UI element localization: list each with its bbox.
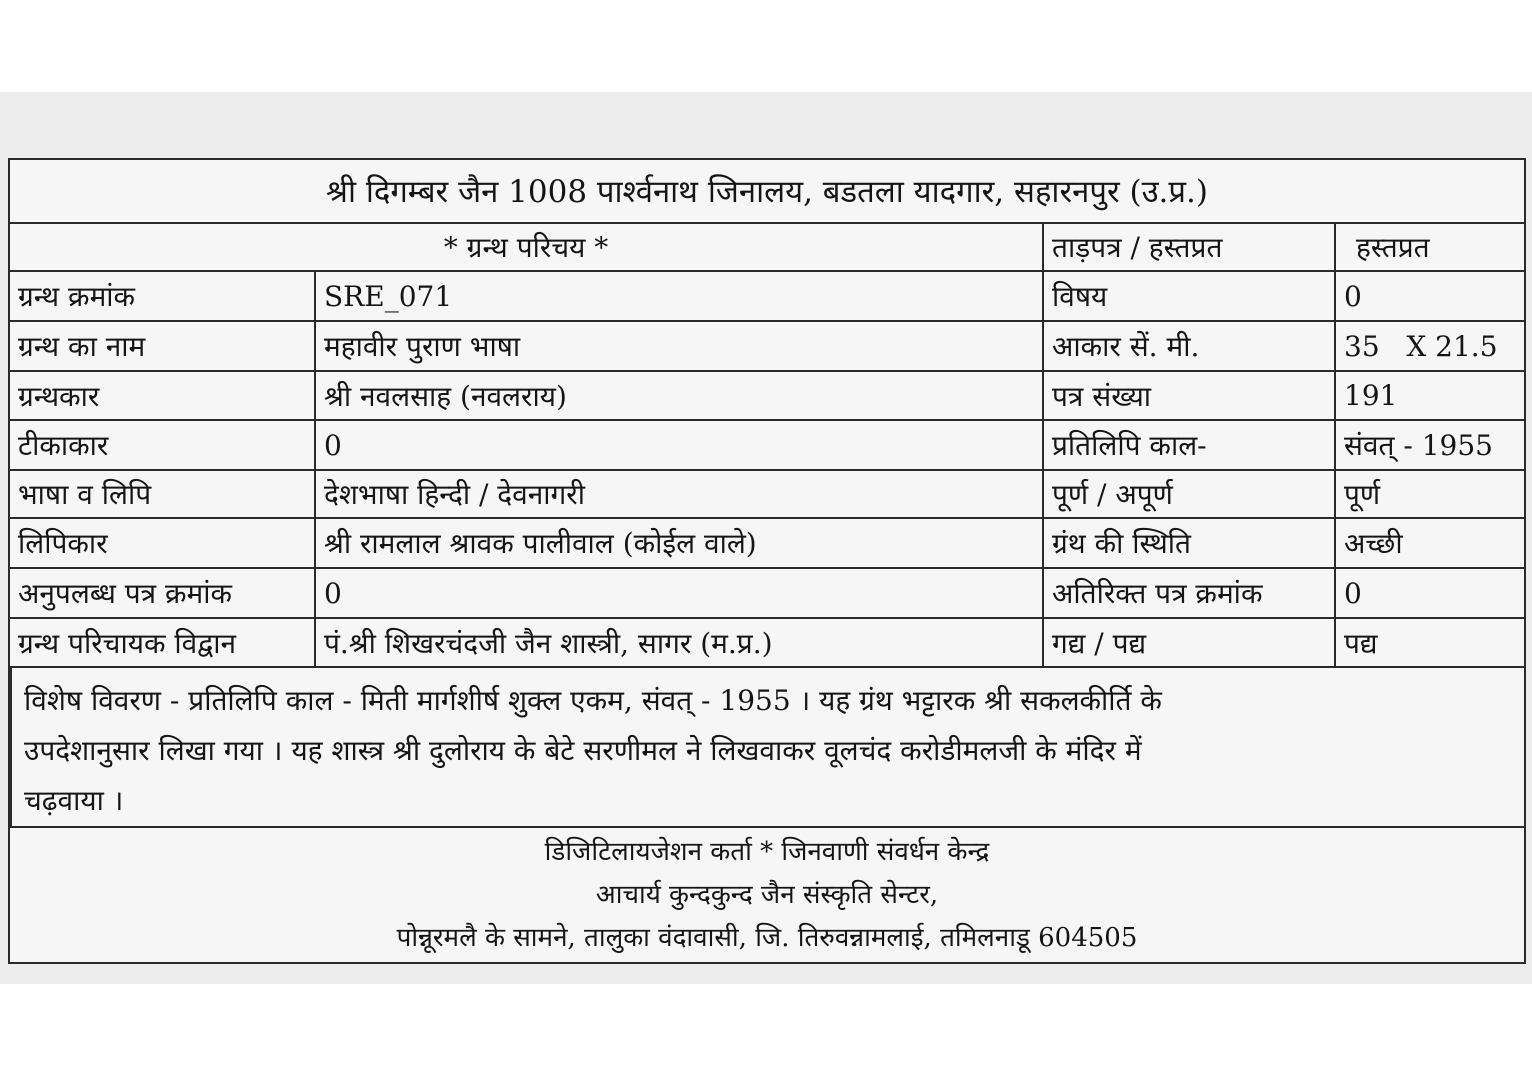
field-label: ग्रन्थ का नाम	[10, 322, 316, 370]
field-label: गद्य / पद्य	[1044, 619, 1336, 666]
field-label: आकार सें. मी.	[1044, 322, 1336, 370]
title-row	[10, 160, 1524, 224]
field-label: ग्रन्थ परिचायक विद्वान	[10, 619, 316, 666]
field-value: 0	[316, 569, 1044, 617]
field-label: ग्रन्थकार	[10, 372, 316, 419]
special-details	[10, 668, 1524, 828]
field-value: 35 X 21.5	[1344, 329, 1498, 363]
table-row	[10, 619, 1524, 668]
table-row	[10, 421, 1524, 471]
field-value: श्री नवलसाह (नवलराय)	[316, 372, 1044, 419]
table-row	[10, 519, 1524, 569]
field-label: पूर्ण / अपूर्ण	[1044, 471, 1336, 517]
field-value: अच्छी	[1344, 527, 1403, 560]
field-value: पूर्ण	[1344, 478, 1381, 511]
field-label: ग्रन्थ क्रमांक	[10, 272, 316, 320]
field-value: 0	[316, 421, 1044, 469]
field-label: ग्रंथ की स्थिति	[1044, 519, 1336, 567]
field-value: 0	[1344, 279, 1362, 313]
table-row	[10, 322, 1524, 372]
field-value: 0	[1344, 576, 1362, 610]
temple-title: श्री दिगम्बर जैन 1008 पार्श्वनाथ जिनालय, बडतला यादगार, सहारनपुर (उ.प्र.)	[326, 174, 1208, 210]
field-label: प्रतिलिपि काल-	[1044, 421, 1336, 469]
section-title: * ग्रन्थ परिचय *	[10, 224, 1044, 270]
table-row	[10, 569, 1524, 619]
medium-value: हस्तप्रत	[1356, 231, 1430, 264]
field-label: भाषा व लिपि	[10, 471, 316, 517]
field-label: लिपिकार	[10, 519, 316, 567]
details-line: उपदेशानुसार लिखा गया । यह शास्त्र श्री दुलोराय के बेटे सरणीमल ने लिखवाकर वूलचंद करोडीमलजी के मंदिर में	[24, 734, 1142, 767]
details-line: चढ़वाया ।	[24, 784, 124, 817]
field-label: अनुपलब्ध पत्र क्रमांक	[10, 569, 316, 617]
table-row	[10, 471, 1524, 519]
medium-label: ताड़पत्र / हस्तप्रत	[1044, 224, 1336, 270]
field-value: संवत् - 1955	[1344, 429, 1493, 462]
section-header-row	[10, 224, 1524, 272]
field-value: देशभाषा हिन्दी / देवनागरी	[316, 471, 1044, 517]
field-value: 191	[1344, 379, 1398, 412]
credit-line: आचार्य कुन्दकुन्द जैन संस्कृति सेन्टर,	[595, 879, 939, 910]
field-label: विषय	[1044, 272, 1336, 320]
details-line: विशेष विवरण - प्रतिलिपि काल - मिती मार्गशीर्ष शुक्ल एकम, संवत् - 1955 । यह ग्रंथ भट्टारक श्री सकलकीर्ति के	[24, 684, 1162, 717]
table-row	[10, 372, 1524, 421]
field-value: महावीर पुराण भाषा	[316, 322, 1044, 370]
credit-line: डिजिटिलायजेशन कर्ता * जिनवाणी संवर्धन केन्द्र	[544, 836, 990, 867]
field-label: पत्र संख्या	[1044, 372, 1336, 419]
field-label: टीकाकार	[10, 421, 316, 469]
credit-line: पोन्नूरमलै के सामने, तालुका वंदावासी, जि. तिरुवन्नामलाई, तमिलनाडू 604505	[396, 922, 1138, 953]
digitization-credit	[10, 828, 1524, 962]
table-row	[10, 272, 1524, 322]
field-value: श्री रामलाल श्रावक पालीवाल (कोईल वाले)	[316, 519, 1044, 567]
field-value: SRE_071	[316, 272, 1044, 320]
field-label: अतिरिक्त पत्र क्रमांक	[1044, 569, 1336, 617]
field-value: पद्य	[1344, 626, 1378, 660]
field-value: पं.श्री शिखरचंदजी जैन शास्त्री, सागर (म.प्र.)	[316, 619, 1044, 666]
manuscript-info-card	[8, 158, 1526, 964]
